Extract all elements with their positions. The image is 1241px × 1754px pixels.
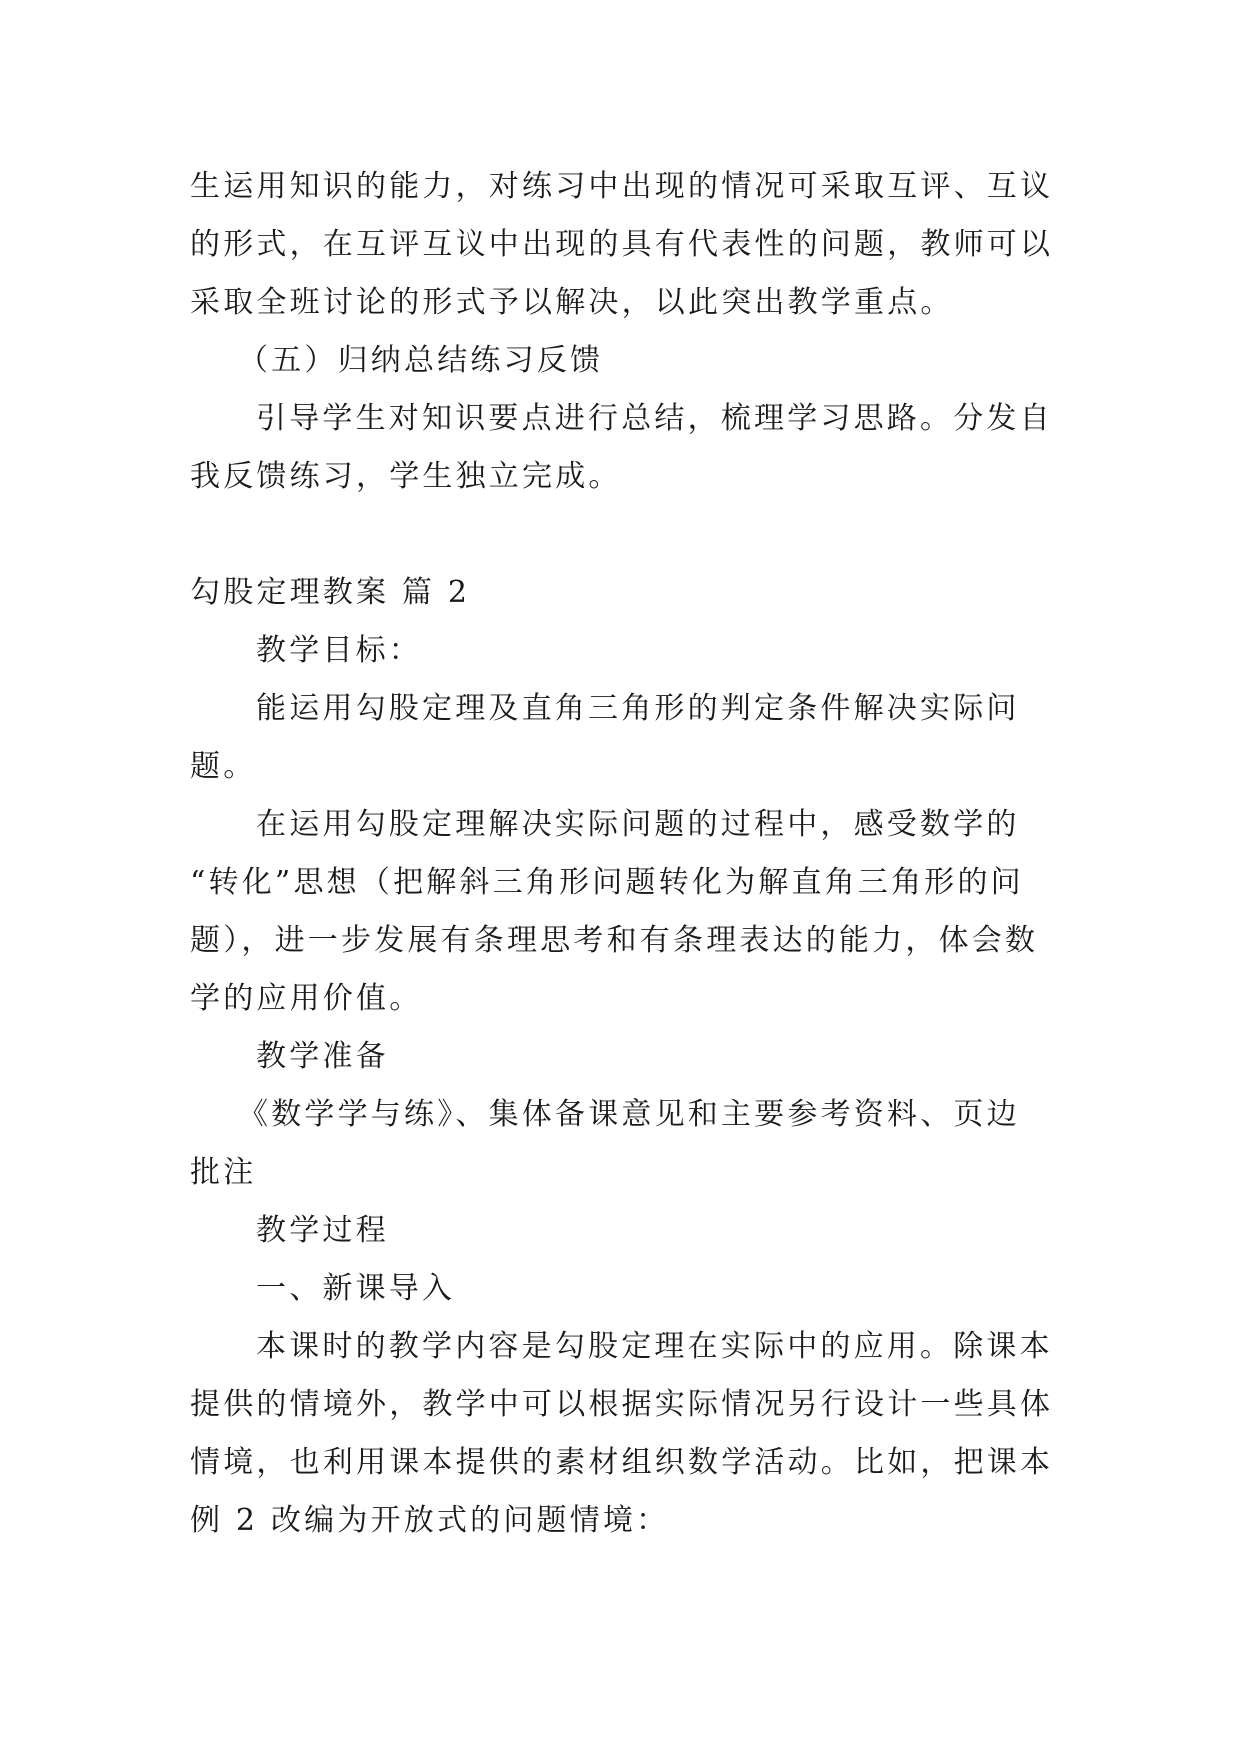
paragraph-line: “转化”思想（把解斜三角形问题转化为解直角三角形的问 xyxy=(190,865,1024,900)
section-heading: 教学过程 xyxy=(256,1213,389,1248)
paragraph-line: 情境，也利用课本提供的素材组织数学活动。比如，把课本 xyxy=(190,1445,1054,1480)
article-title: 勾股定理教案 篇 2 xyxy=(190,575,471,610)
paragraph-line: 采取全班讨论的形式予以解决，以此突出教学重点。 xyxy=(190,285,954,320)
paragraph-line: 的形式，在互评互议中出现的具有代表性的问题，教师可以 xyxy=(190,227,1054,262)
paragraph-line: 《数学学与练》、集体备课意见和主要参考资料、页边 xyxy=(238,1097,1020,1132)
paragraph-line: 题），进一步发展有条理思考和有条理表达的能力，体会数 xyxy=(190,923,1039,958)
section-heading: 教学准备 xyxy=(256,1039,389,1074)
document-page xyxy=(190,158,1058,1550)
paragraph-line: 生运用知识的能力，对练习中出现的情况可采取互评、互议 xyxy=(190,169,1054,204)
paragraph-line: 批注 xyxy=(190,1155,257,1190)
section-heading: 一、新课导入 xyxy=(256,1271,456,1306)
paragraph-line: 题。 xyxy=(190,749,257,784)
section-heading: 教学目标： xyxy=(256,633,422,668)
paragraph-line: 例 2 改编为开放式的问题情境： xyxy=(190,1503,670,1538)
paragraph-line: 能运用勾股定理及直角三角形的判定条件解决实际问 xyxy=(256,691,1020,726)
section-heading: （五）归纳总结练习反馈 xyxy=(238,343,604,378)
blank-line xyxy=(190,506,1058,564)
paragraph-line: 引导学生对知识要点进行总结，梳理学习思路。分发自 xyxy=(256,401,1053,436)
paragraph-line: 提供的情境外，教学中可以根据实际情况另行设计一些具体 xyxy=(190,1387,1054,1422)
paragraph-line: 在运用勾股定理解决实际问题的过程中，感受数学的 xyxy=(256,807,1020,842)
paragraph-line: 我反馈练习，学生独立完成。 xyxy=(190,459,622,494)
paragraph-line: 学的应用价值。 xyxy=(190,981,423,1016)
paragraph-line: 本课时的教学内容是勾股定理在实际中的应用。除课本 xyxy=(256,1329,1053,1364)
